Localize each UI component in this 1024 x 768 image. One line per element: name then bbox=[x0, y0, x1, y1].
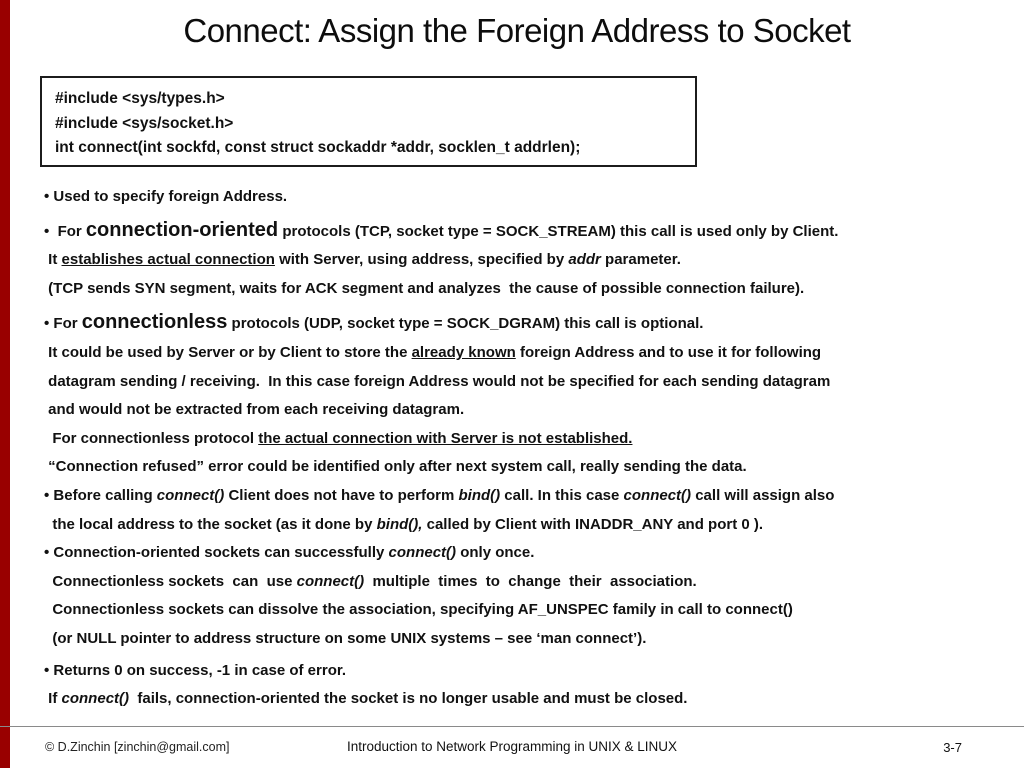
text-segment: fails, connection-oriented the socket is no longer usable and must be closed. bbox=[129, 690, 688, 708]
body-line bbox=[44, 625, 994, 654]
body-line bbox=[44, 539, 994, 568]
body-line bbox=[44, 596, 994, 625]
text-segment: call. In this case bbox=[500, 486, 624, 504]
footer-divider bbox=[0, 726, 1024, 727]
text-segment: • Connection-oriented sockets can successfully bbox=[44, 544, 389, 562]
italic-text: connect() bbox=[296, 572, 365, 590]
body-line bbox=[44, 275, 994, 304]
underlined-text: the actual connection with Server is not established. bbox=[258, 429, 633, 447]
footer-course-title: Introduction to Network Programming in UNIX & LINUX bbox=[346, 739, 678, 754]
text-segment: Client does not have to perform bbox=[224, 486, 459, 504]
text-segment: multiple times to change their association. bbox=[364, 572, 697, 590]
text-segment: Connectionless sockets can use bbox=[44, 572, 297, 590]
body-line bbox=[44, 511, 994, 540]
body-line bbox=[44, 453, 994, 482]
text-segment: protocols (TCP, socket type = SOCK_STREAM) this call is used only by Client. bbox=[278, 222, 839, 240]
text-segment: • For bbox=[44, 222, 86, 240]
text-segment: protocols (UDP, socket type = SOCK_DGRAM) this call is optional. bbox=[227, 315, 704, 333]
italic-text: connect() bbox=[623, 486, 692, 504]
text-segment: It could be used by Server or by Client to store the bbox=[44, 343, 412, 361]
text-segment: “Connection refused” error could be identified only after next system call, really sending the data. bbox=[44, 458, 747, 476]
text-segment: with Server, using address, specified by bbox=[274, 251, 569, 269]
underlined-text: already known bbox=[411, 343, 516, 361]
footer-page-number: 3-7 bbox=[943, 740, 962, 755]
body-line bbox=[44, 183, 994, 212]
body-line bbox=[44, 368, 994, 397]
text-segment: only once. bbox=[456, 544, 535, 562]
text-segment: and would not be extracted from each receiving datagram. bbox=[44, 401, 465, 419]
italic-text: bind() bbox=[458, 486, 501, 504]
page-title: Connect: Assign the Foreign Address to Socket bbox=[183, 12, 851, 49]
emphasized-term: connectionless bbox=[81, 311, 228, 334]
code-line-connect-prototype: int connect(int sockfd, const struct sockaddr *addr, socklen_t addrlen); bbox=[55, 139, 581, 156]
footer-copyright: © D.Zinchin [zinchin@gmail.com] bbox=[45, 740, 230, 754]
body-line bbox=[44, 216, 994, 247]
italic-text: bind(), bbox=[376, 515, 423, 533]
emphasized-term: connection-oriented bbox=[85, 218, 279, 241]
text-segment: Connectionless sockets can dissolve the association, specifying AF_UNSPEC family in call to connect() bbox=[44, 601, 793, 619]
body-line bbox=[44, 246, 994, 275]
text-segment: For connectionless protocol bbox=[44, 429, 259, 447]
body-line bbox=[44, 568, 994, 597]
italic-text: connect() bbox=[388, 544, 457, 562]
text-segment: the local address to the socket (as it done by bbox=[44, 515, 377, 533]
text-segment: parameter. bbox=[600, 251, 681, 269]
code-line-include-socket: #include <sys/socket.h> bbox=[55, 114, 234, 132]
body-line bbox=[44, 657, 994, 686]
body-line bbox=[44, 482, 994, 511]
text-segment: call will assign also bbox=[691, 486, 835, 504]
text-segment: • Returns 0 on success, -1 in case of error. bbox=[44, 661, 347, 679]
text-segment: • For bbox=[44, 315, 82, 333]
body-text bbox=[44, 183, 994, 714]
body-line bbox=[44, 308, 994, 339]
text-segment: foreign Address and to use it for following bbox=[515, 343, 822, 361]
text-segment: (or NULL pointer to address structure on some UNIX systems – see ‘man connect’). bbox=[44, 629, 647, 647]
italic-text: connect() bbox=[156, 486, 225, 504]
left-accent-bar bbox=[0, 0, 10, 768]
body-line bbox=[44, 339, 994, 368]
text-segment: datagram sending / receiving. In this case foreign Address would not be specified for each sending datagram bbox=[44, 372, 831, 390]
italic-text: addr bbox=[568, 251, 601, 269]
code-line-include-types: #include <sys/types.h> bbox=[55, 90, 225, 107]
body-line bbox=[44, 425, 994, 454]
italic-text: connect() bbox=[61, 690, 130, 708]
text-segment: • Used to specify foreign Address. bbox=[44, 188, 288, 205]
text-segment: called by Client with INADDR_ANY and port 0 ). bbox=[422, 515, 764, 533]
text-segment: It bbox=[44, 251, 62, 269]
code-synopsis-box bbox=[40, 76, 697, 167]
text-segment: (TCP sends SYN segment, waits for ACK segment and analyzes the cause of possible connection failure). bbox=[44, 279, 805, 297]
body-line bbox=[44, 396, 994, 425]
text-segment: If bbox=[44, 690, 62, 708]
text-segment: • Before calling bbox=[44, 486, 157, 504]
underlined-text: establishes actual connection bbox=[61, 251, 275, 269]
body-line bbox=[44, 685, 994, 714]
